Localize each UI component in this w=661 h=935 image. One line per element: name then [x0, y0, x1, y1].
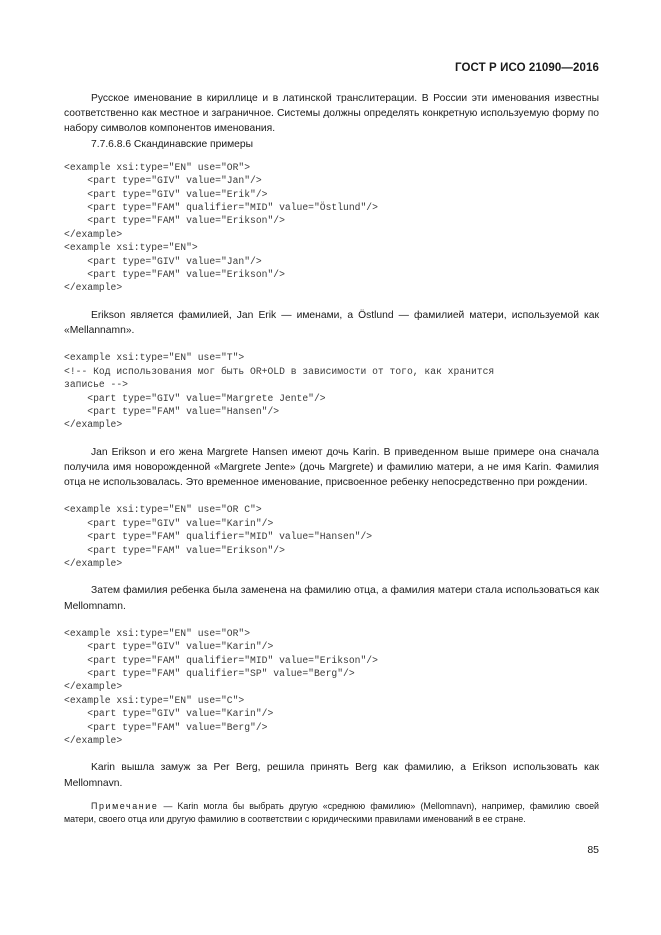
- code-example-3: <example xsi:type="EN" use="OR C"> <part type="GIV" value="Karin"/> <part type="FAM" qualifier="MID" value="Hansen"/> <part type="FAM" value="Erikson"/> </example>: [64, 504, 373, 569]
- paragraph-5: Karin вышла замуж за Per Berg, решила принять Berg как фамилию, а Erikson использовать как Mellomnavn.: [64, 762, 599, 789]
- code-example-4: <example xsi:type="EN" use="OR"> <part type="GIV" value="Karin"/> <part type="FAM" qualifier="MID" value="Erikson"/> <part type="FAM" qualifier="SP" value="Berg"/> </example> <example xsi:type="EN" use="C"> <part type="GIV" value="Karin"/> <part type="FAM" value="Berg"/> </example>: [64, 627, 378, 747]
- note-text: — Karin могла бы выбрать другую «среднюю фамилию» (Mellomnavn), например, фамилию своей матери, своего отца или другую фамилию в соответствии с юридическими правилами именований в ее стране.: [64, 800, 599, 825]
- standard-header: ГОСТ Р ИСО 21090—2016: [454, 62, 599, 74]
- page-number: 85: [587, 844, 599, 856]
- page-content: [64, 91, 599, 826]
- code-example-1: <example xsi:type="EN" use="OR"> <part type="GIV" value="Jan"/> <part type="GIV" value="Erik"/> <part type="FAM" qualifier="MID" value="Östlund"/> <part type="FAM" value="Erikson"/> </example> <example xsi:type="EN"> <part type="GIV" value="Jan"/> <part type="FAM" value="Erikson"/> </example>: [64, 161, 378, 294]
- paragraph-3: Jan Erikson и его жена Margrete Hansen имеют дочь Karin. В приведенном выше примере она сначала получила имя новорожденной «Margrete Jente» (дочь Margrete) и фамилию матери, а не имя Karin. Фамилия отца не использовалась. Это временное именование, присвоенное ребенку непосредственно при рождении.: [64, 446, 599, 489]
- clause-title: 7.7.6.8.6 Скандинавские примеры: [91, 138, 254, 150]
- paragraph-4: Затем фамилия ребенка была заменена на фамилию отца, а фамилия матери стала использоваться как Mellomnamn.: [64, 585, 599, 612]
- note-paragraph: [64, 800, 599, 826]
- intro-paragraph: Русское именование в кириллице и в латинской транслитерации. В России эти именования известны соответственно как местное и заграничное. Системы должны определять конкретную используемую форму по набору символов компонентов именования.: [64, 93, 599, 135]
- code-example-2: <example xsi:type="EN" use="T"> <!-- Код использования мог быть OR+OLD в зависимости от того, как хранится записье --> <part type="GIV" value="Margrete Jente"/> <part type="FAM" value="Hansen"/> </example>: [64, 352, 495, 431]
- paragraph-2: Erikson является фамилией, Jan Erik — именами, а Östlund — фамилией матери, используемой как «Mellannamn».: [64, 309, 599, 337]
- note-label: Примечание: [91, 800, 159, 811]
